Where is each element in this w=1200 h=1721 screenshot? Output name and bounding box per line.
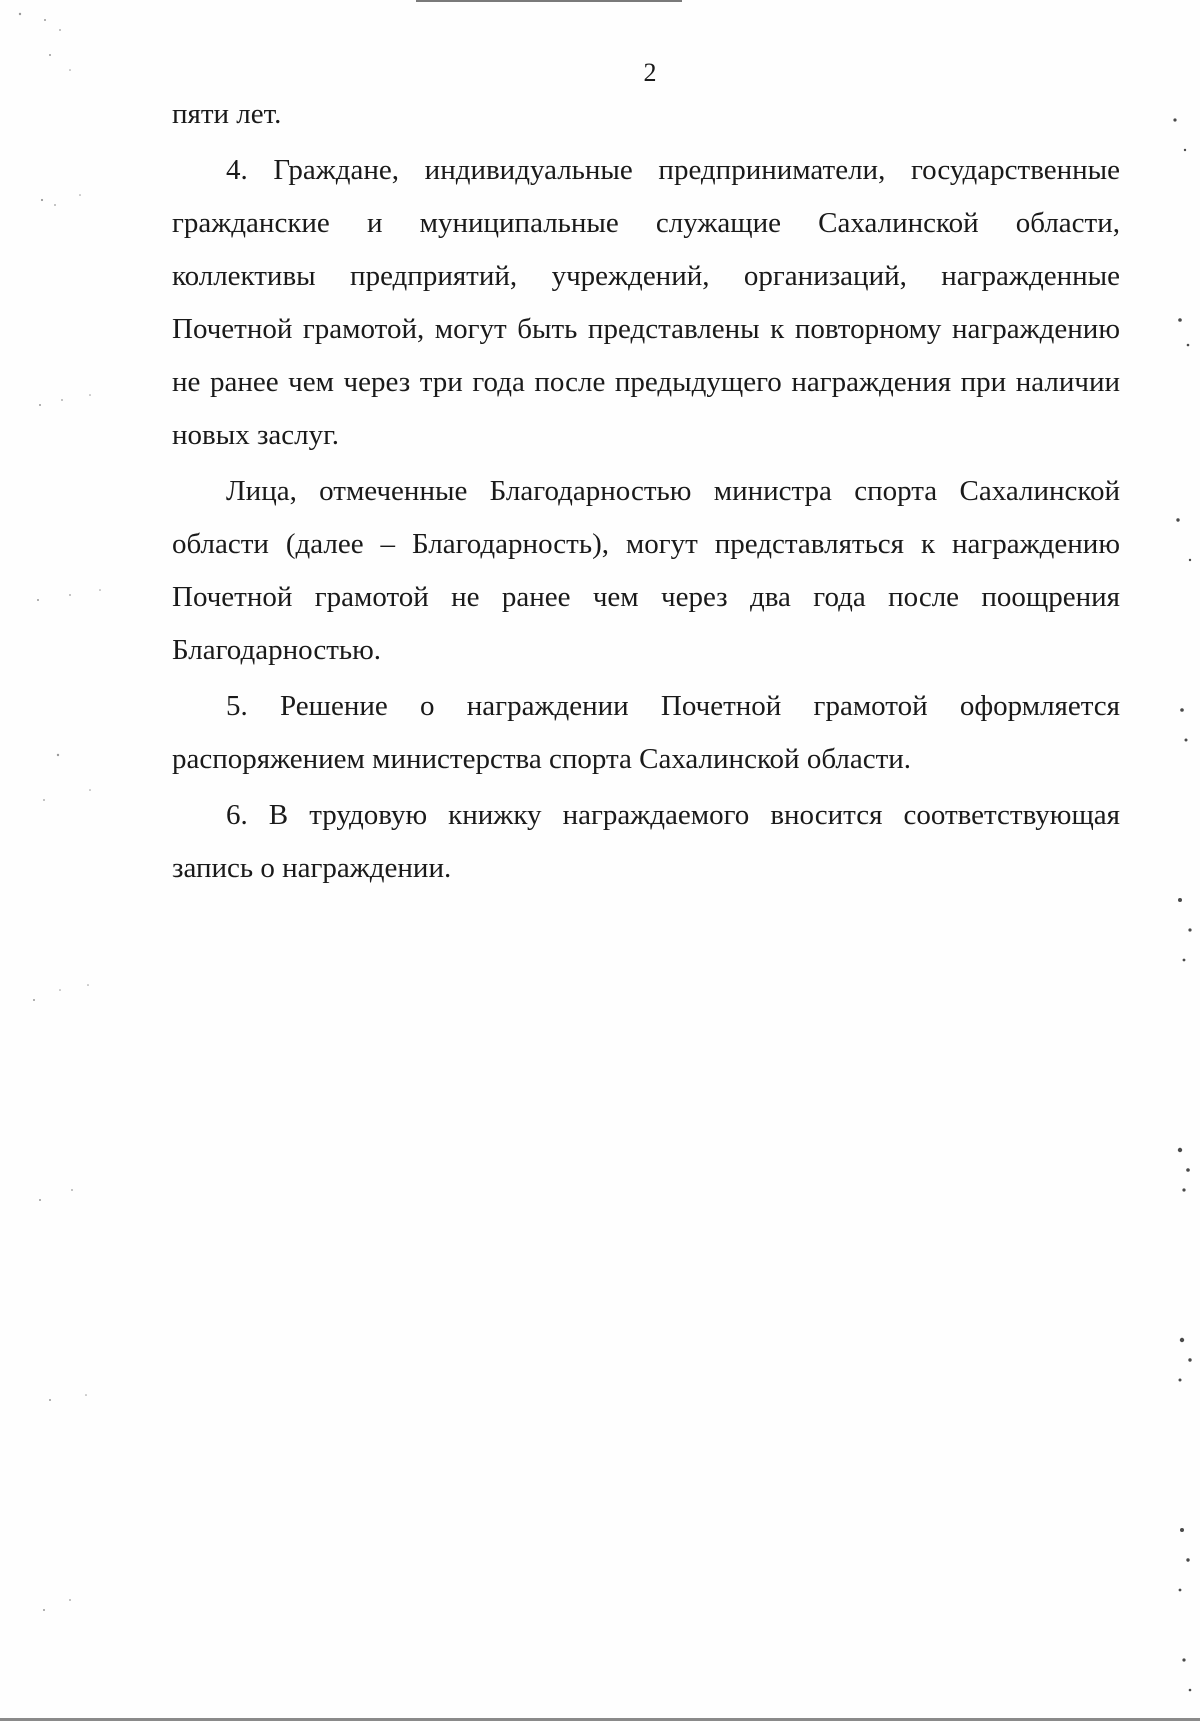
page-number: 2 — [643, 58, 657, 87]
paragraph-item-5: 5. Решение о награждении Почетной грамотой оформляется распоряжением министерства спорта Сахалинской области. — [172, 690, 1120, 775]
scan-noise-right-margin — [1150, 0, 1200, 1721]
paragraph-gratitude: Лица, отмеченные Благодарностью министра спорта Сахалинской области (далее – Благодарность), могут представляться к награждению Почетной грамотой не ранее чем через два года после поощрения Благодарностью. — [172, 475, 1120, 666]
document-body — [172, 88, 1120, 895]
paragraph-item-4: 4. Граждане, индивидуальные предприниматели, государственные гражданские и муниципальные служащие Сахалинской области, коллективы предприятий, учреждений, организаций, награжденные Почетной грамотой, могут быть представлены к повторному награждению не ранее чем через три года после предыдущего награждения при наличии новых заслуг. — [172, 154, 1120, 451]
paragraph-item-6: 6. В трудовую книжку награждаемого вносится соответствующая запись о награждении. — [172, 799, 1120, 884]
scan-noise-left-margin — [0, 0, 110, 1721]
paragraph-continuation: пяти лет. — [172, 98, 282, 130]
top-edge-rule — [416, 0, 682, 2]
